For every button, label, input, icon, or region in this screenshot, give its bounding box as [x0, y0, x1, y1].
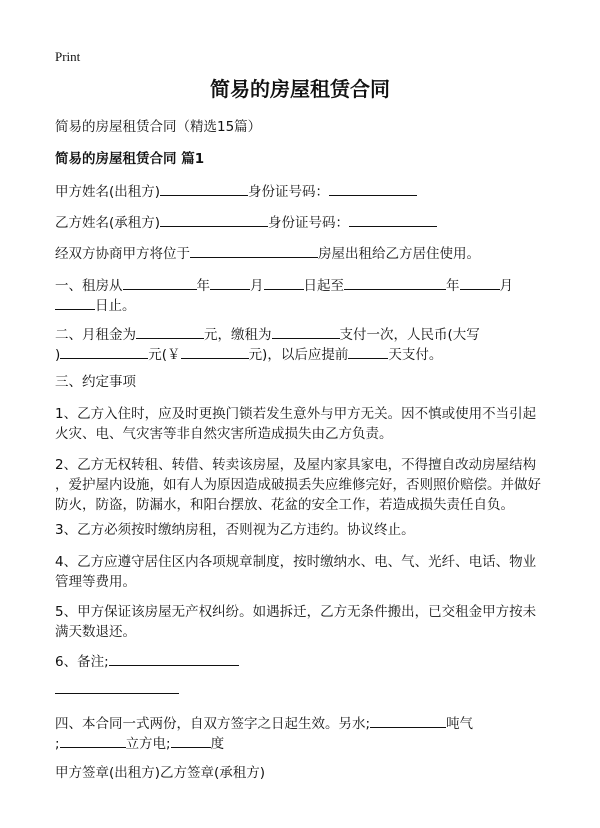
term-line-1 [55, 275, 513, 296]
clause4-a: 四、本合同一式两份，自双方签字之日起生效。另水; [55, 716, 371, 732]
item2-line1: 2、乙方无权转租、转借、转卖该房屋，及屋内家具家电，不得擅自改动房屋结构 [55, 457, 537, 473]
rent-d: ) [55, 347, 61, 363]
rent-amount-blank[interactable] [181, 344, 249, 359]
term-year2: 年 [446, 278, 460, 294]
rent-line-1 [55, 324, 480, 345]
page-title: 简易的房屋租赁合同 [210, 77, 390, 101]
water-blank[interactable] [370, 713, 446, 728]
party-b-line [55, 212, 437, 233]
monthly-rent-blank[interactable] [136, 324, 204, 339]
clause4-d: 立方电; [125, 736, 171, 752]
agreement-pre: 经双方协商甲方将位于 [55, 246, 190, 262]
agreement-line [55, 243, 480, 264]
party-a-id-label: 身份证号码： [248, 184, 330, 200]
clause4-b: 吨气 [446, 716, 474, 732]
item5-line2: 满天数退还。 [55, 624, 136, 640]
start-day-blank[interactable] [264, 275, 304, 290]
item6-line [55, 651, 239, 672]
agreement-post: 房屋出租给乙方居住使用。 [318, 246, 480, 262]
payment-period-blank[interactable] [272, 324, 340, 339]
signatures: 甲方签章(出租方)乙方签章(承租方) [55, 765, 266, 781]
term-end: 日止。 [95, 298, 136, 314]
rent-e: 元(￥ [148, 347, 181, 363]
term-day-from: 日起至 [303, 278, 344, 294]
term-month: 月 [250, 278, 264, 294]
subtitle: 简易的房屋租赁合同（精选15篇） [55, 119, 262, 135]
end-year-blank[interactable] [344, 275, 446, 290]
address-blank[interactable] [190, 243, 318, 258]
rent-line-2 [55, 344, 442, 365]
item6-label: 6、备注; [55, 654, 109, 670]
start-year-blank[interactable] [123, 275, 197, 290]
item5-line1: 5、甲方保证该房屋无产权纠纷。如遇拆迁，乙方无条件搬出，已交租金甲方按未 [55, 604, 537, 620]
end-day-blank[interactable] [55, 295, 95, 310]
remarks-blank-line[interactable] [55, 679, 179, 694]
remarks-blank[interactable] [109, 651, 239, 666]
clause4-e: 度 [210, 736, 225, 752]
party-b-id-blank[interactable] [349, 212, 437, 227]
term-year: 年 [196, 278, 210, 294]
rent-f: 元)，以后应提前 [248, 347, 349, 363]
item2-line3: 防火，防盗，防漏水，和阳台摆放、花盆的安全工作，若造成损失责任自负。 [55, 497, 514, 513]
item4-line2: 管理等费用。 [55, 574, 136, 590]
party-a-id-blank[interactable] [329, 181, 417, 196]
end-month-blank[interactable] [460, 275, 500, 290]
term-label: 一、租房从 [55, 278, 123, 294]
clause4-line1 [55, 713, 473, 734]
term-month2: 月 [499, 278, 513, 294]
party-b-id-label: 身份证号码： [268, 215, 350, 231]
party-b-label: 乙方姓名(承租方) [55, 215, 161, 231]
electricity-blank[interactable] [171, 733, 211, 748]
section-heading: 简易的房屋租赁合同 篇1 [55, 151, 205, 167]
item4-line1: 4、乙方应遵守居住区内各项规章制度，按时缴纳水、电、气、光纤、电话、物业 [55, 554, 537, 570]
gas-blank[interactable] [60, 733, 126, 748]
item2-line2: ，爱护屋内设施，如有人为原因造成破损丢失应维修完好，否则照价赔偿。并做好 [55, 477, 541, 493]
rent-g: 天支付。 [388, 347, 443, 363]
party-b-name-blank[interactable] [160, 212, 268, 227]
rent-label: 二、月租金为 [55, 327, 136, 343]
remarks-blank-2[interactable] [55, 679, 179, 700]
rent-words-blank[interactable] [60, 344, 148, 359]
item1-line1: 1、乙方入住时，应及时更换门锁若发生意外与甲方无关。因不慎或使用不当引起 [55, 406, 537, 422]
advance-days-blank[interactable] [348, 344, 388, 359]
term-line-2 [55, 295, 136, 316]
party-a-name-blank[interactable] [160, 181, 248, 196]
rent-c: 支付一次，人民币(大写 [339, 327, 480, 343]
item1-line2: 火灾、电、气灾害等非自然灾害所造成损失由乙方负责。 [55, 426, 393, 442]
rent-b: 元，缴租为 [204, 327, 272, 343]
party-a-line [55, 181, 417, 202]
party-a-label: 甲方姓名(出租方) [55, 184, 161, 200]
item3: 3、乙方必须按时缴纳房租，否则视为乙方违约。协议终止。 [55, 522, 415, 538]
clause4-line2 [55, 733, 224, 754]
start-month-blank[interactable] [210, 275, 250, 290]
clause4-c: ; [55, 736, 60, 752]
terms-heading: 三、约定事项 [55, 374, 136, 390]
print-link[interactable]: Print [55, 49, 81, 64]
